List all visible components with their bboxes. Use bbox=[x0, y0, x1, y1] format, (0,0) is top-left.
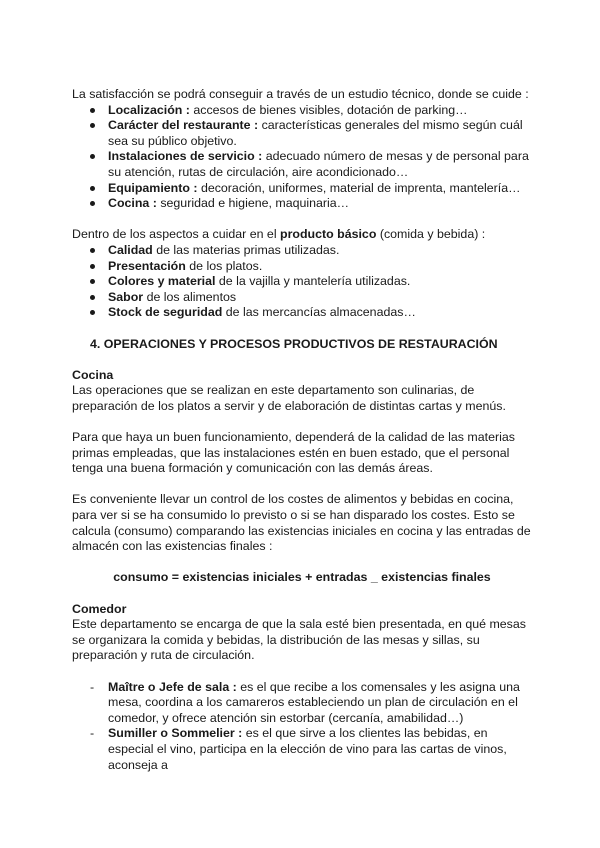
bullet-icon bbox=[90, 123, 95, 128]
bullet-icon bbox=[90, 279, 95, 284]
list-item-text: de las materias primas utilizadas. bbox=[152, 242, 340, 257]
list-item-text: características generales del mismo según cuál sea su público objetivo. bbox=[108, 118, 523, 148]
cocina-title: Cocina bbox=[72, 367, 114, 382]
list-item-term: Sumiller o Sommelier : bbox=[108, 726, 243, 741]
list-item bbox=[72, 243, 532, 259]
list-item-term: Presentación bbox=[108, 258, 186, 273]
list-item bbox=[72, 196, 532, 212]
list-item-text: de los alimentos bbox=[143, 289, 237, 304]
list-item-text: es el que recibe a los comensales y les asigna una mesa, coordina a los camareros estableciendo un plan de circulación en el comedor, y ofrece atención sin estorbar (cercanía, amabilidad…) bbox=[108, 679, 520, 725]
list-item-term: Maître o Jefe de sala : bbox=[108, 679, 237, 694]
list-item-term: Colores y material bbox=[108, 274, 216, 289]
list-item bbox=[72, 103, 532, 119]
bullet-icon bbox=[90, 310, 95, 315]
bullet-icon bbox=[90, 295, 95, 300]
bullet-icon bbox=[90, 201, 95, 206]
list-item bbox=[72, 305, 532, 321]
installations-list bbox=[72, 103, 532, 212]
bullet-icon bbox=[90, 248, 95, 253]
list-item-term: Carácter del restaurante : bbox=[108, 118, 259, 133]
list-item-term: Cocina : bbox=[108, 196, 157, 211]
bullet-icon bbox=[90, 154, 95, 159]
cocina-paragraph-2: Para que haya un buen funcionamiento, dependerá de la calidad de las materias primas empleadas, que las instalaciones estén en buen estado, que el personal tenga una buena formación y comunicación con las demás áreas. bbox=[72, 430, 515, 476]
list-item bbox=[72, 680, 532, 727]
staff-list bbox=[72, 680, 532, 774]
intro-paragraph-1: La satisfacción se podrá conseguir a través de un estudio técnico, donde se cuide : bbox=[72, 87, 529, 101]
list-item-text: accesos de bienes visibles, dotación de parking… bbox=[189, 102, 468, 117]
list-item-text: adecuado número de mesas y de personal para su atención, rutas de circulación, aire acondicionado… bbox=[108, 149, 529, 179]
list-item-text: es el que sirve a los clientes las bebidas, en especial el vino, participa en la elección de vino para las cartas de vinos, aconseja a bbox=[108, 726, 507, 772]
bullet-icon bbox=[90, 264, 95, 269]
list-item-text: de los platos. bbox=[185, 258, 263, 273]
list-item-text: decoración, uniformes, material de imprenta, mantelería… bbox=[197, 180, 521, 195]
bullet-icon bbox=[90, 186, 95, 191]
list-item bbox=[72, 259, 532, 275]
comedor-paragraph-1: Este departamento se encarga de que la sala esté bien presentada, en qué mesas se organizara la comida y bebidas, la distribución de las mesas y sillas, su preparación y ruta de circulación. bbox=[72, 617, 526, 663]
list-item bbox=[72, 181, 532, 197]
product-list bbox=[72, 243, 532, 321]
cocina-paragraph-1: Las operaciones que se realizan en este departamento son culinarias, de preparación de los platos a servir y de elaboración de distintas cartas y menús. bbox=[72, 383, 506, 413]
intro2-post: (comida y bebida) : bbox=[376, 227, 486, 242]
list-item bbox=[72, 149, 532, 180]
list-item-term: Instalaciones de servicio : bbox=[108, 149, 263, 164]
list-item bbox=[72, 274, 532, 290]
bullet-icon bbox=[90, 108, 95, 113]
intro2-bold: producto básico bbox=[280, 227, 377, 242]
consumption-formula: consumo = existencias iniciales + entradas _ existencias finales bbox=[113, 570, 491, 585]
list-item-term: Stock de seguridad bbox=[108, 305, 223, 320]
list-item-term: Sabor bbox=[108, 289, 144, 304]
list-item-text: seguridad e higiene, maquinaria… bbox=[156, 196, 350, 211]
list-item bbox=[72, 726, 532, 773]
list-item bbox=[72, 118, 532, 149]
list-item bbox=[72, 290, 532, 306]
intro2-pre: Dentro de los aspectos a cuidar en el bbox=[72, 227, 281, 242]
comedor-title: Comedor bbox=[72, 601, 127, 616]
list-item-term: Calidad bbox=[108, 242, 153, 257]
section-heading: 4. OPERACIONES Y PROCESOS PRODUCTIVOS DE RESTAURACIÓN bbox=[90, 336, 498, 351]
dash-marker: - bbox=[90, 726, 95, 741]
list-item-text: de la vajilla y mantelería utilizadas. bbox=[215, 274, 411, 289]
dash-marker: - bbox=[90, 679, 95, 694]
list-item-term: Equipamiento : bbox=[108, 180, 198, 195]
cocina-paragraph-3: Es conveniente llevar un control de los costes de alimentos y bebidas en cocina, para ver si se ha consumido lo previsto o si se han disparado los costes. Esto se calcula (consumo) comparando las existencias iniciales en cocina y las entradas de almacén con las existencias finales : bbox=[72, 492, 531, 554]
list-item-term: Localización : bbox=[108, 102, 190, 117]
document-page bbox=[72, 87, 532, 773]
intro-paragraph-2 bbox=[72, 227, 532, 243]
list-item-text: de las mercancías almacenadas… bbox=[222, 305, 416, 320]
